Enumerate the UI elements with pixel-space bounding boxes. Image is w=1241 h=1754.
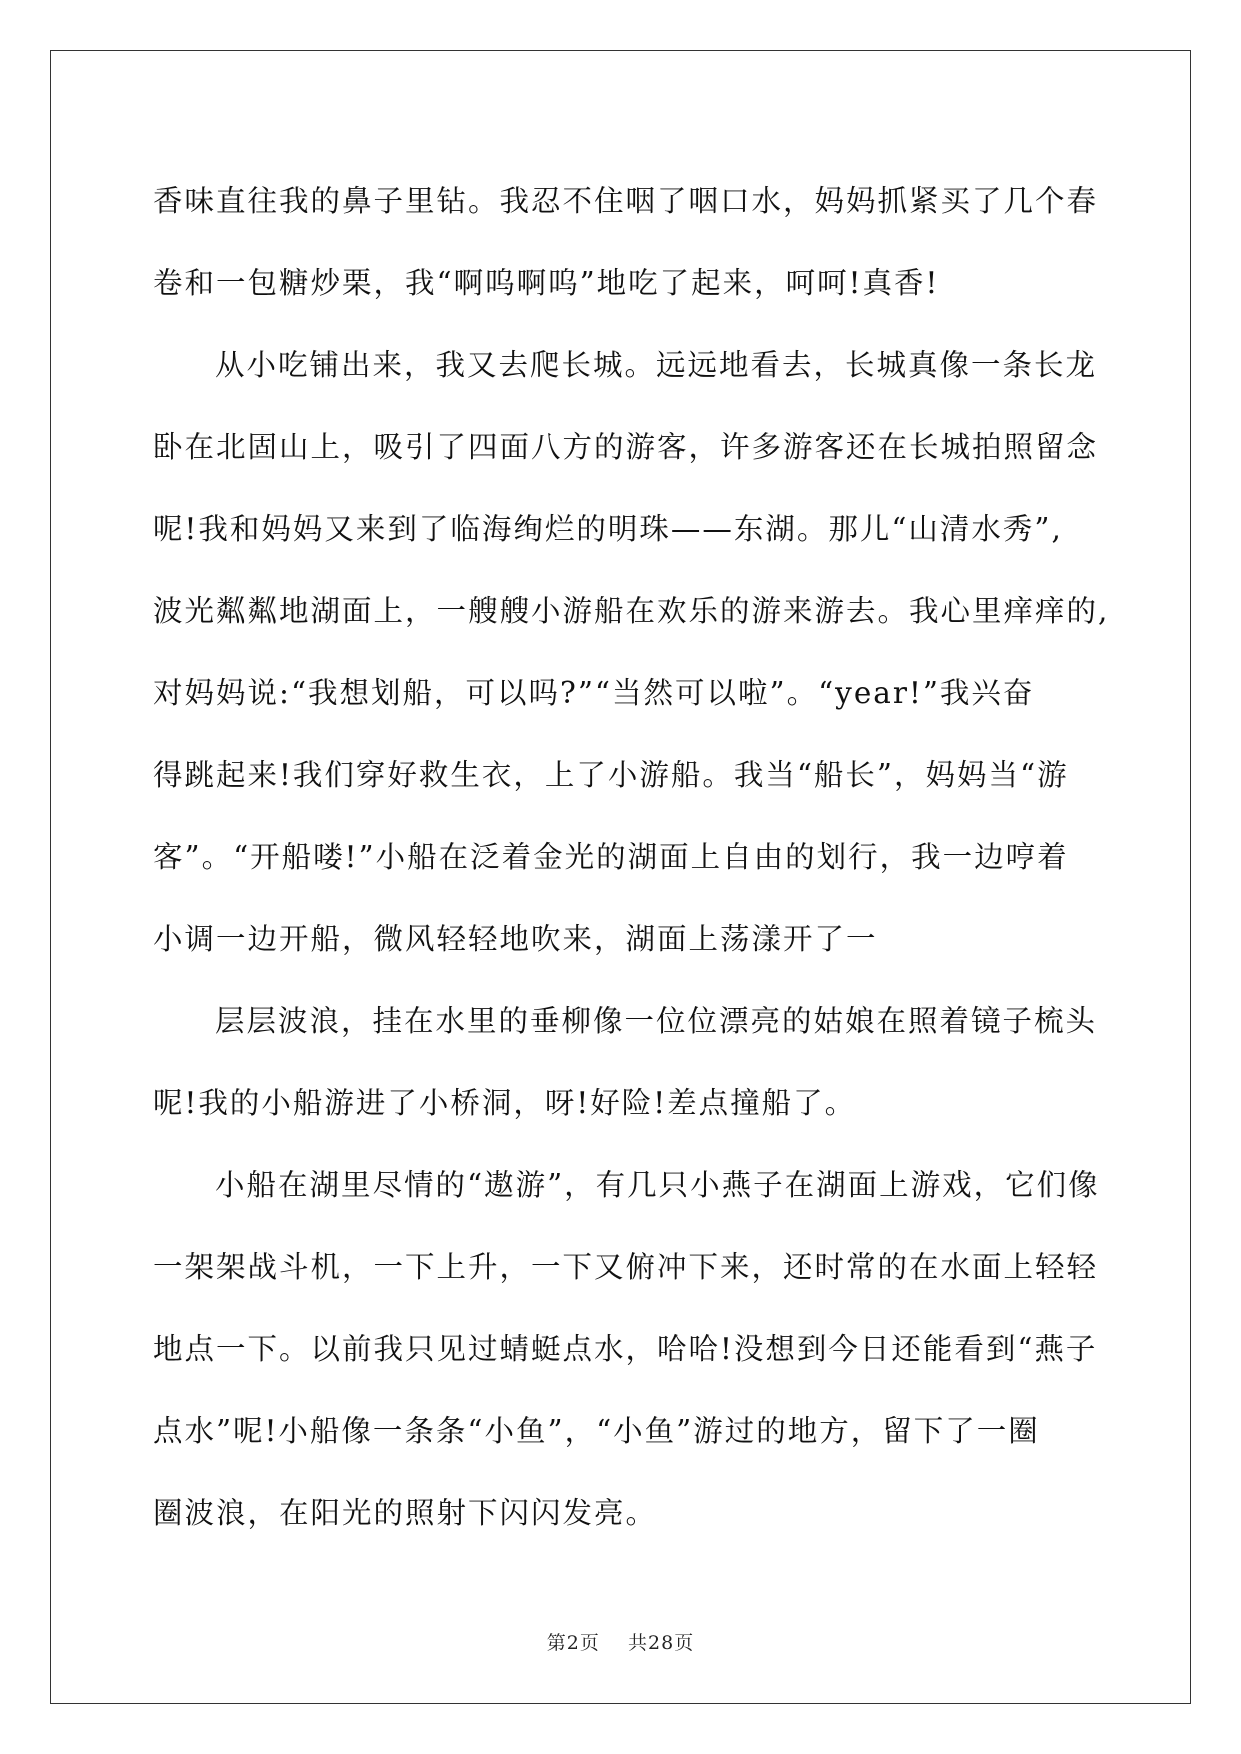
paragraph-start-line: 层层波浪，挂在水里的垂柳像一位位漂亮的姑娘在照着镜子梳头 <box>215 1004 1098 1038</box>
page-number-label: 第2页 共28页 <box>546 1632 695 1654</box>
page-footer <box>0 1628 1241 1655</box>
text-line: 一架架战斗机，一下上升，一下又俯冲下来，还时常的在水面上轻轻 <box>153 1250 1099 1284</box>
text-line: 客”。“开船喽!”小船在泛着金光的湖面上自由的划行，我一边哼着 <box>153 840 1069 874</box>
text-line: 点水”呢!小船像一条条“小鱼”，“小鱼”游过的地方，留下了一圈 <box>153 1414 1040 1448</box>
paragraph-start-line: 小船在湖里尽情的“遨游”，有几只小燕子在湖面上游戏，它们像 <box>215 1168 1100 1202</box>
paragraph-start-line: 从小吃铺出来，我又去爬长城。远远地看去，长城真像一条长龙 <box>215 348 1098 382</box>
text-line: 得跳起来!我们穿好救生衣，上了小游船。我当“船长”，妈妈当“游 <box>153 758 1069 792</box>
text-line: 呢!我的小船游进了小桥洞，呀!好险!差点撞船了。 <box>153 1086 857 1120</box>
text-line: 圈波浪，在阳光的照射下闪闪发亮。 <box>153 1496 658 1530</box>
text-line: 小调一边开船，微风轻轻地吹来，湖面上荡漾开了一 <box>153 922 878 956</box>
text-line: 呢!我和妈妈又来到了临海绚烂的明珠——东湖。那儿“山清水秀”, <box>153 512 1063 546</box>
text-line: 波光粼粼地湖面上，一艘艘小游船在欢乐的游来游去。我心里痒痒的, <box>153 594 1110 628</box>
text-line: 卧在北固山上，吸引了四面八方的游客，许多游客还在长城拍照留念 <box>153 430 1099 464</box>
text-line: 对妈妈说:“我想划船，可以吗?”“当然可以啦”。“year!”我兴奋 <box>153 676 1035 710</box>
text-line: 香味直往我的鼻子里钻。我忍不住咽了咽口水，妈妈抓紧买了几个春 <box>153 184 1099 218</box>
document-body <box>153 160 1110 1554</box>
text-line: 地点一下。以前我只见过蜻蜓点水，哈哈!没想到今日还能看到“燕子 <box>153 1332 1098 1366</box>
text-line: 卷和一包糖炒栗，我“啊呜啊呜”地吃了起来，呵呵!真香! <box>153 266 940 300</box>
